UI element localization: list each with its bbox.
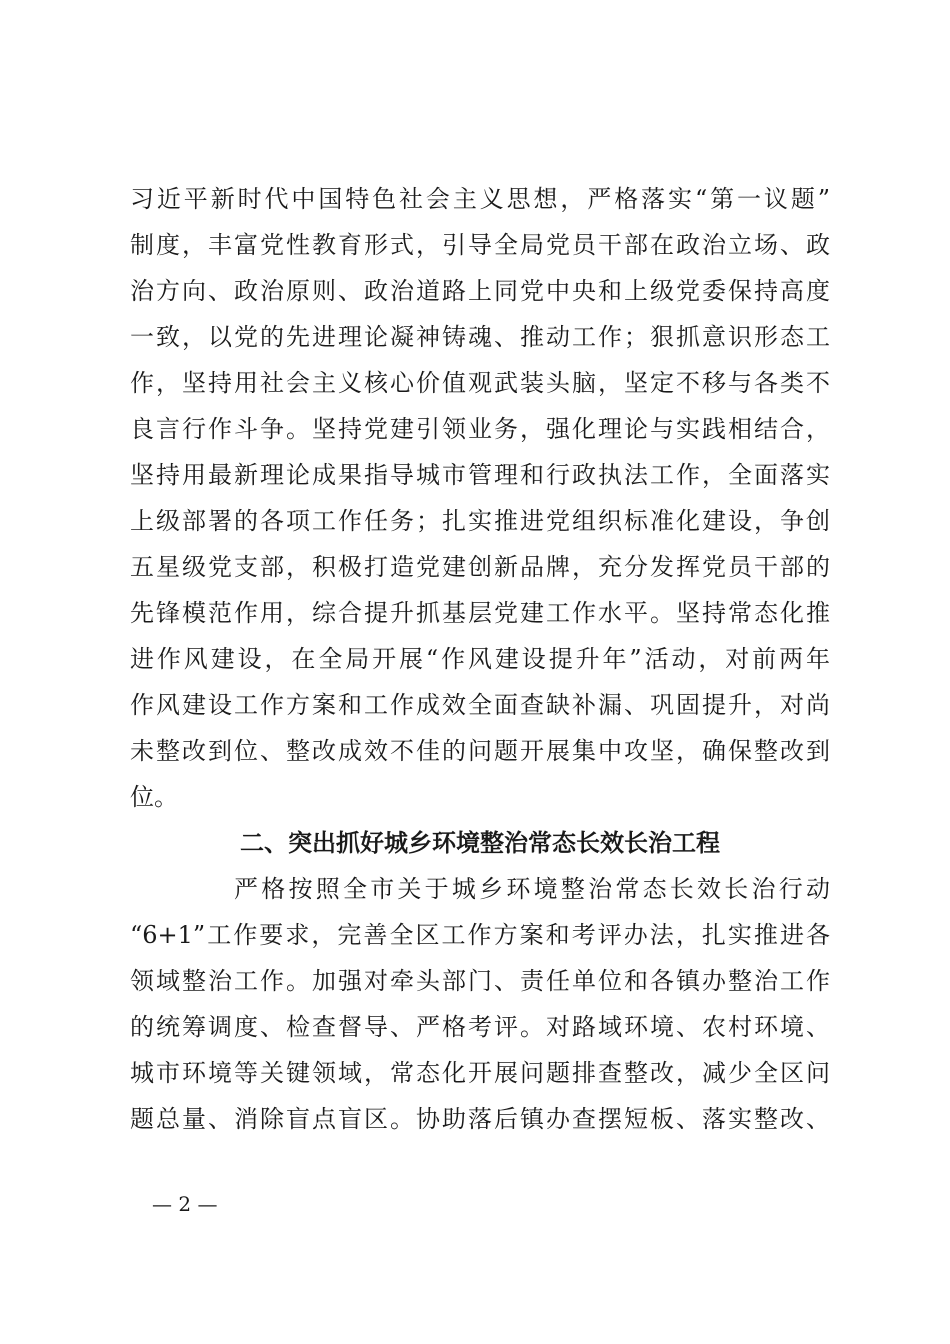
- paragraph-line: 进作风建设，在全局开展“作风建设提升年”活动，对前两年: [130, 645, 830, 673]
- paragraph-line: 城市环境等关键领域，常态化开展问题排查整改，减少全区问: [130, 1059, 830, 1087]
- paragraph-line: 的统筹调度、检查督导、严格考评。对路域环境、农村环境、: [130, 1013, 830, 1041]
- paragraph-line: 位。: [130, 783, 178, 811]
- paragraph-line: “6+1”工作要求，完善全区工作方案和考评办法，扎实推进各: [130, 921, 830, 949]
- paragraph-line: 习近平新时代中国特色社会主义思想，严格落实“第一议题”: [130, 185, 830, 213]
- paragraph-line: 未整改到位、整改成效不佳的问题开展集中攻坚，确保整改到: [130, 737, 830, 765]
- paragraph-line: 题总量、消除盲点盲区。协助落后镇办查摆短板、落实整改、: [130, 1105, 830, 1133]
- paragraph-line: 治方向、政治原则、政治道路上同党中央和上级党委保持高度: [130, 277, 830, 305]
- paragraph-line: 作，坚持用社会主义核心价值观武装头脑，坚定不移与各类不: [130, 369, 830, 397]
- paragraph-line: 良言行作斗争。坚持党建引领业务，强化理论与实践相结合，: [130, 415, 830, 443]
- document-body: [130, 176, 830, 1142]
- paragraph-line: 坚持用最新理论成果指导城市管理和行政执法工作，全面落实: [130, 461, 830, 489]
- paragraph-line: 严格按照全市关于城乡环境整治常态长效长治行动: [234, 875, 830, 903]
- paragraph-line: 一致，以党的先进理论凝神铸魂、推动工作；狠抓意识形态工: [130, 323, 830, 351]
- page-number: — 2 —: [152, 1192, 218, 1216]
- paragraph-line: 作风建设工作方案和工作成效全面查缺补漏、巩固提升，对尚: [130, 691, 830, 719]
- paragraph-line: 上级部署的各项工作任务；扎实推进党组织标准化建设，争创: [130, 507, 830, 535]
- paragraph-line: 制度，丰富党性教育形式，引导全局党员干部在政治立场、政: [130, 231, 830, 259]
- section-heading: 二、突出抓好城乡环境整治常态长效长治工程: [240, 829, 720, 857]
- paragraph-line: 领域整治工作。加强对牵头部门、责任单位和各镇办整治工作: [130, 967, 830, 995]
- paragraph-line: 五星级党支部，积极打造党建创新品牌，充分发挥党员干部的: [130, 553, 830, 581]
- paragraph-line: 先锋模范作用，综合提升抓基层党建工作水平。坚持常态化推: [130, 599, 830, 627]
